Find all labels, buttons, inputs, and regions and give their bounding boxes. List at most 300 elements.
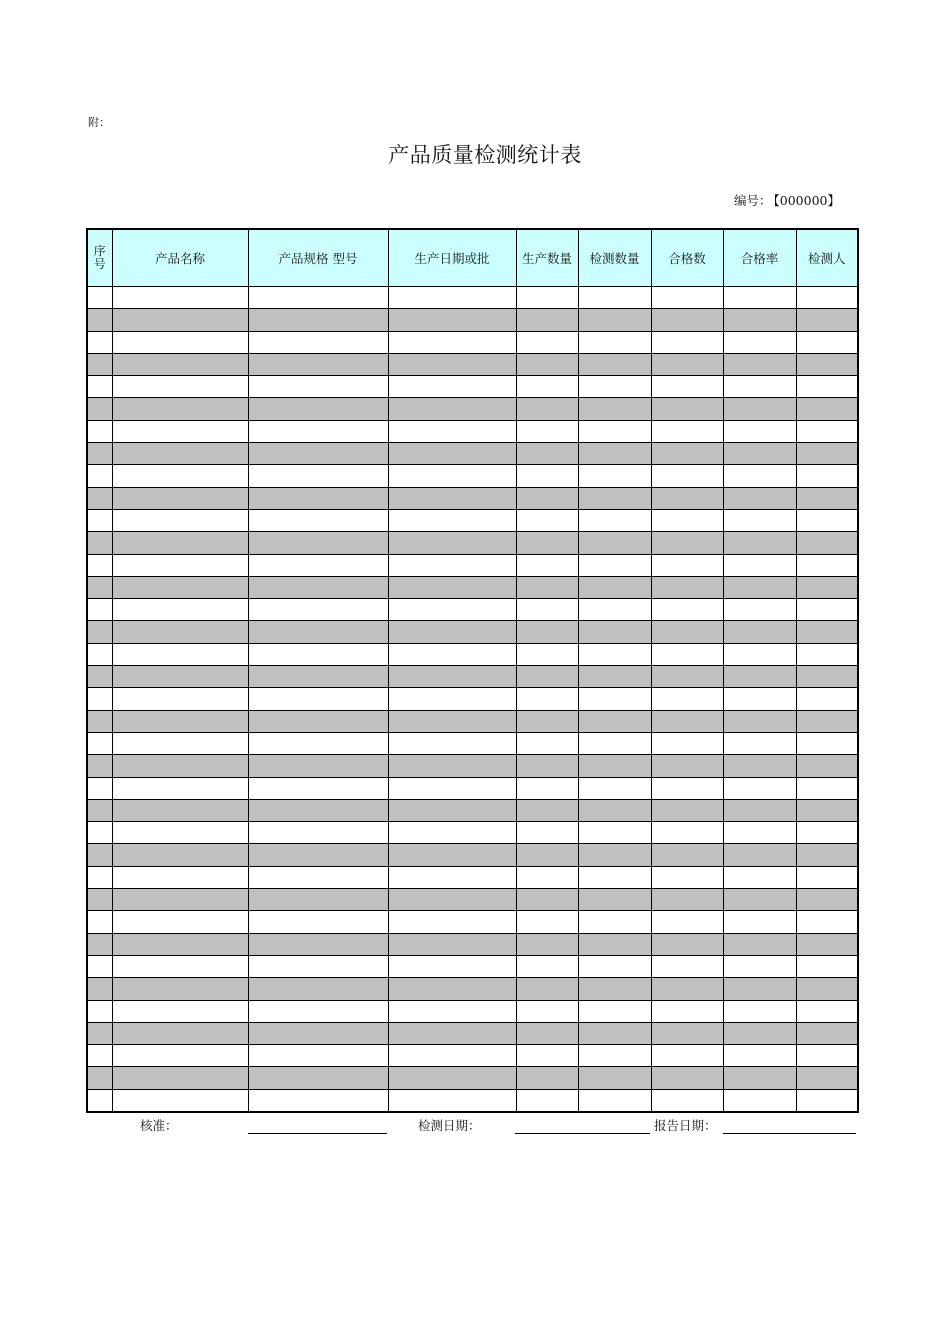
table-cell[interactable] [723, 643, 796, 665]
table-cell[interactable] [796, 509, 858, 531]
table-cell[interactable] [578, 777, 651, 799]
table-cell[interactable] [516, 866, 578, 888]
table-cell[interactable] [516, 710, 578, 732]
table-cell[interactable] [578, 487, 651, 509]
table-cell[interactable] [723, 509, 796, 531]
table-cell[interactable] [723, 777, 796, 799]
table-cell[interactable] [87, 376, 112, 398]
table-cell[interactable] [578, 420, 651, 442]
table-cell[interactable] [112, 799, 248, 821]
table-cell[interactable] [388, 509, 516, 531]
table-cell[interactable] [87, 643, 112, 665]
table-cell[interactable] [388, 376, 516, 398]
table-cell[interactable] [248, 443, 388, 465]
table-cell[interactable] [796, 576, 858, 598]
table-cell[interactable] [796, 1022, 858, 1044]
table-cell[interactable] [723, 955, 796, 977]
table-cell[interactable] [516, 799, 578, 821]
table-cell[interactable] [651, 465, 723, 487]
table-cell[interactable] [248, 353, 388, 375]
table-cell[interactable] [723, 576, 796, 598]
table-cell[interactable] [388, 666, 516, 688]
table-cell[interactable] [112, 532, 248, 554]
table-cell[interactable] [388, 353, 516, 375]
table-cell[interactable] [87, 1000, 112, 1022]
table-cell[interactable] [388, 532, 516, 554]
table-cell[interactable] [516, 1089, 578, 1112]
table-cell[interactable] [651, 287, 723, 309]
table-cell[interactable] [723, 844, 796, 866]
table-cell[interactable] [388, 732, 516, 754]
table-cell[interactable] [112, 420, 248, 442]
table-cell[interactable] [796, 822, 858, 844]
table-cell[interactable] [112, 889, 248, 911]
table-cell[interactable] [516, 465, 578, 487]
table-cell[interactable] [248, 688, 388, 710]
table-cell[interactable] [651, 621, 723, 643]
table-cell[interactable] [388, 710, 516, 732]
table-cell[interactable] [112, 978, 248, 1000]
table-cell[interactable] [723, 353, 796, 375]
table-cell[interactable] [796, 755, 858, 777]
table-cell[interactable] [578, 309, 651, 331]
table-cell[interactable] [723, 398, 796, 420]
table-cell[interactable] [87, 554, 112, 576]
table-cell[interactable] [796, 398, 858, 420]
table-cell[interactable] [578, 576, 651, 598]
table-cell[interactable] [388, 889, 516, 911]
table-cell[interactable] [516, 732, 578, 754]
table-cell[interactable] [516, 376, 578, 398]
table-cell[interactable] [388, 599, 516, 621]
table-cell[interactable] [248, 398, 388, 420]
table-cell[interactable] [248, 331, 388, 353]
table-cell[interactable] [87, 465, 112, 487]
table-cell[interactable] [112, 487, 248, 509]
table-cell[interactable] [112, 509, 248, 531]
table-cell[interactable] [388, 287, 516, 309]
table-cell[interactable] [796, 911, 858, 933]
table-cell[interactable] [388, 309, 516, 331]
table-cell[interactable] [112, 376, 248, 398]
table-cell[interactable] [651, 1022, 723, 1044]
table-cell[interactable] [651, 710, 723, 732]
table-cell[interactable] [578, 1089, 651, 1112]
table-cell[interactable] [248, 1045, 388, 1067]
table-cell[interactable] [516, 353, 578, 375]
table-cell[interactable] [723, 309, 796, 331]
table-cell[interactable] [388, 1089, 516, 1112]
table-cell[interactable] [87, 1022, 112, 1044]
table-cell[interactable] [723, 799, 796, 821]
table-cell[interactable] [796, 309, 858, 331]
table-cell[interactable] [578, 1000, 651, 1022]
table-cell[interactable] [578, 666, 651, 688]
table-cell[interactable] [516, 1022, 578, 1044]
table-cell[interactable] [87, 755, 112, 777]
table-cell[interactable] [248, 710, 388, 732]
table-cell[interactable] [796, 621, 858, 643]
table-cell[interactable] [87, 799, 112, 821]
table-cell[interactable] [388, 799, 516, 821]
table-cell[interactable] [578, 1067, 651, 1089]
table-cell[interactable] [87, 1045, 112, 1067]
table-cell[interactable] [723, 1089, 796, 1112]
table-cell[interactable] [388, 621, 516, 643]
table-cell[interactable] [248, 465, 388, 487]
table-cell[interactable] [112, 643, 248, 665]
table-cell[interactable] [796, 777, 858, 799]
table-cell[interactable] [388, 911, 516, 933]
table-cell[interactable] [578, 866, 651, 888]
table-cell[interactable] [723, 487, 796, 509]
table-cell[interactable] [87, 420, 112, 442]
table-cell[interactable] [723, 1022, 796, 1044]
table-cell[interactable] [87, 509, 112, 531]
table-cell[interactable] [651, 799, 723, 821]
table-cell[interactable] [796, 889, 858, 911]
inspection-date-line[interactable] [515, 1133, 650, 1134]
table-cell[interactable] [112, 287, 248, 309]
table-cell[interactable] [87, 866, 112, 888]
table-cell[interactable] [651, 1045, 723, 1067]
table-cell[interactable] [796, 465, 858, 487]
table-cell[interactable] [112, 398, 248, 420]
table-cell[interactable] [388, 866, 516, 888]
table-cell[interactable] [723, 376, 796, 398]
table-cell[interactable] [578, 443, 651, 465]
table-cell[interactable] [87, 398, 112, 420]
table-cell[interactable] [578, 509, 651, 531]
table-cell[interactable] [248, 978, 388, 1000]
table-cell[interactable] [723, 599, 796, 621]
table-cell[interactable] [248, 732, 388, 754]
table-cell[interactable] [578, 822, 651, 844]
table-cell[interactable] [87, 487, 112, 509]
table-cell[interactable] [578, 287, 651, 309]
table-cell[interactable] [796, 599, 858, 621]
table-cell[interactable] [651, 666, 723, 688]
table-cell[interactable] [796, 955, 858, 977]
table-cell[interactable] [248, 666, 388, 688]
table-cell[interactable] [516, 1000, 578, 1022]
table-cell[interactable] [723, 688, 796, 710]
table-cell[interactable] [516, 331, 578, 353]
table-cell[interactable] [248, 955, 388, 977]
table-cell[interactable] [723, 331, 796, 353]
table-cell[interactable] [248, 1067, 388, 1089]
table-cell[interactable] [112, 1045, 248, 1067]
table-cell[interactable] [112, 599, 248, 621]
table-cell[interactable] [388, 844, 516, 866]
table-cell[interactable] [388, 1067, 516, 1089]
table-cell[interactable] [388, 955, 516, 977]
table-cell[interactable] [248, 532, 388, 554]
table-cell[interactable] [796, 353, 858, 375]
table-cell[interactable] [651, 398, 723, 420]
table-cell[interactable] [651, 732, 723, 754]
table-cell[interactable] [651, 688, 723, 710]
table-cell[interactable] [248, 509, 388, 531]
table-cell[interactable] [516, 599, 578, 621]
table-cell[interactable] [578, 532, 651, 554]
table-cell[interactable] [651, 353, 723, 375]
table-cell[interactable] [796, 532, 858, 554]
table-cell[interactable] [112, 1067, 248, 1089]
table-cell[interactable] [248, 799, 388, 821]
table-cell[interactable] [796, 666, 858, 688]
table-cell[interactable] [248, 554, 388, 576]
table-cell[interactable] [516, 755, 578, 777]
table-cell[interactable] [388, 554, 516, 576]
table-cell[interactable] [248, 911, 388, 933]
table-cell[interactable] [248, 866, 388, 888]
table-cell[interactable] [516, 978, 578, 1000]
table-cell[interactable] [723, 1000, 796, 1022]
table-cell[interactable] [388, 1022, 516, 1044]
table-cell[interactable] [651, 376, 723, 398]
table-cell[interactable] [723, 911, 796, 933]
table-cell[interactable] [651, 509, 723, 531]
table-cell[interactable] [248, 643, 388, 665]
table-cell[interactable] [578, 554, 651, 576]
table-cell[interactable] [112, 621, 248, 643]
table-cell[interactable] [112, 933, 248, 955]
table-cell[interactable] [112, 666, 248, 688]
table-cell[interactable] [248, 376, 388, 398]
table-cell[interactable] [651, 554, 723, 576]
table-cell[interactable] [112, 443, 248, 465]
table-cell[interactable] [796, 1089, 858, 1112]
table-cell[interactable] [651, 532, 723, 554]
table-cell[interactable] [578, 331, 651, 353]
table-cell[interactable] [248, 1089, 388, 1112]
table-cell[interactable] [651, 576, 723, 598]
table-cell[interactable] [87, 844, 112, 866]
table-cell[interactable] [723, 889, 796, 911]
table-cell[interactable] [388, 465, 516, 487]
table-cell[interactable] [112, 465, 248, 487]
table-cell[interactable] [796, 1045, 858, 1067]
table-cell[interactable] [87, 710, 112, 732]
table-cell[interactable] [651, 443, 723, 465]
table-cell[interactable] [112, 866, 248, 888]
table-cell[interactable] [112, 822, 248, 844]
table-cell[interactable] [796, 331, 858, 353]
table-cell[interactable] [516, 955, 578, 977]
table-cell[interactable] [112, 554, 248, 576]
table-cell[interactable] [87, 1067, 112, 1089]
table-cell[interactable] [112, 732, 248, 754]
table-cell[interactable] [248, 1022, 388, 1044]
table-cell[interactable] [578, 732, 651, 754]
table-cell[interactable] [651, 331, 723, 353]
table-cell[interactable] [723, 933, 796, 955]
table-cell[interactable] [723, 621, 796, 643]
table-cell[interactable] [248, 777, 388, 799]
table-cell[interactable] [578, 398, 651, 420]
table-cell[interactable] [516, 822, 578, 844]
table-cell[interactable] [516, 420, 578, 442]
table-cell[interactable] [578, 844, 651, 866]
table-cell[interactable] [796, 866, 858, 888]
table-cell[interactable] [578, 465, 651, 487]
table-cell[interactable] [578, 688, 651, 710]
table-cell[interactable] [112, 777, 248, 799]
table-cell[interactable] [87, 777, 112, 799]
table-cell[interactable] [516, 576, 578, 598]
table-cell[interactable] [651, 933, 723, 955]
table-cell[interactable] [578, 599, 651, 621]
table-cell[interactable] [112, 688, 248, 710]
table-cell[interactable] [516, 621, 578, 643]
table-cell[interactable] [578, 799, 651, 821]
table-cell[interactable] [651, 309, 723, 331]
table-cell[interactable] [516, 933, 578, 955]
table-cell[interactable] [87, 666, 112, 688]
table-cell[interactable] [87, 443, 112, 465]
table-cell[interactable] [516, 666, 578, 688]
table-cell[interactable] [87, 599, 112, 621]
table-cell[interactable] [796, 376, 858, 398]
table-cell[interactable] [651, 889, 723, 911]
table-cell[interactable] [87, 889, 112, 911]
table-cell[interactable] [112, 576, 248, 598]
table-cell[interactable] [651, 978, 723, 1000]
table-cell[interactable] [796, 287, 858, 309]
table-cell[interactable] [578, 889, 651, 911]
table-cell[interactable] [388, 978, 516, 1000]
table-cell[interactable] [578, 710, 651, 732]
table-cell[interactable] [651, 844, 723, 866]
table-cell[interactable] [112, 844, 248, 866]
table-cell[interactable] [578, 755, 651, 777]
table-cell[interactable] [112, 1089, 248, 1112]
table-cell[interactable] [248, 621, 388, 643]
table-cell[interactable] [723, 443, 796, 465]
table-cell[interactable] [388, 933, 516, 955]
table-cell[interactable] [651, 1089, 723, 1112]
table-cell[interactable] [578, 376, 651, 398]
table-cell[interactable] [87, 822, 112, 844]
table-cell[interactable] [112, 1022, 248, 1044]
table-cell[interactable] [87, 955, 112, 977]
table-cell[interactable] [87, 978, 112, 1000]
table-cell[interactable] [516, 443, 578, 465]
table-cell[interactable] [388, 1000, 516, 1022]
table-cell[interactable] [248, 844, 388, 866]
table-cell[interactable] [516, 487, 578, 509]
table-cell[interactable] [796, 420, 858, 442]
table-cell[interactable] [516, 309, 578, 331]
table-cell[interactable] [723, 532, 796, 554]
table-cell[interactable] [651, 420, 723, 442]
table-cell[interactable] [87, 287, 112, 309]
table-cell[interactable] [651, 777, 723, 799]
table-cell[interactable] [112, 309, 248, 331]
table-cell[interactable] [87, 688, 112, 710]
table-cell[interactable] [87, 621, 112, 643]
table-cell[interactable] [723, 822, 796, 844]
table-cell[interactable] [578, 978, 651, 1000]
table-cell[interactable] [516, 643, 578, 665]
table-cell[interactable] [87, 933, 112, 955]
table-cell[interactable] [112, 955, 248, 977]
table-cell[interactable] [516, 911, 578, 933]
table-cell[interactable] [651, 911, 723, 933]
table-cell[interactable] [516, 688, 578, 710]
table-cell[interactable] [248, 755, 388, 777]
table-cell[interactable] [796, 487, 858, 509]
table-cell[interactable] [388, 777, 516, 799]
table-cell[interactable] [578, 353, 651, 375]
table-cell[interactable] [112, 710, 248, 732]
table-cell[interactable] [578, 1022, 651, 1044]
table-cell[interactable] [651, 1067, 723, 1089]
table-cell[interactable] [796, 554, 858, 576]
table-cell[interactable] [651, 755, 723, 777]
table-cell[interactable] [112, 331, 248, 353]
table-cell[interactable] [578, 643, 651, 665]
table-cell[interactable] [796, 978, 858, 1000]
report-date-line[interactable] [723, 1133, 856, 1134]
table-cell[interactable] [248, 889, 388, 911]
table-cell[interactable] [651, 866, 723, 888]
table-cell[interactable] [516, 532, 578, 554]
table-cell[interactable] [723, 465, 796, 487]
table-cell[interactable] [578, 955, 651, 977]
table-cell[interactable] [248, 933, 388, 955]
table-cell[interactable] [578, 621, 651, 643]
table-cell[interactable] [248, 599, 388, 621]
table-cell[interactable] [796, 688, 858, 710]
table-cell[interactable] [723, 978, 796, 1000]
table-cell[interactable] [796, 443, 858, 465]
table-cell[interactable] [112, 911, 248, 933]
table-cell[interactable] [248, 822, 388, 844]
table-cell[interactable] [388, 398, 516, 420]
table-cell[interactable] [87, 532, 112, 554]
table-cell[interactable] [112, 1000, 248, 1022]
table-cell[interactable] [87, 331, 112, 353]
table-cell[interactable] [516, 554, 578, 576]
table-cell[interactable] [388, 331, 516, 353]
table-cell[interactable] [578, 911, 651, 933]
table-cell[interactable] [388, 443, 516, 465]
table-cell[interactable] [723, 710, 796, 732]
table-cell[interactable] [651, 822, 723, 844]
table-cell[interactable] [723, 287, 796, 309]
table-cell[interactable] [796, 643, 858, 665]
table-cell[interactable] [516, 777, 578, 799]
table-cell[interactable] [388, 487, 516, 509]
table-cell[interactable] [516, 398, 578, 420]
table-cell[interactable] [248, 420, 388, 442]
table-cell[interactable] [578, 1045, 651, 1067]
table-cell[interactable] [516, 844, 578, 866]
table-cell[interactable] [796, 933, 858, 955]
table-cell[interactable] [723, 732, 796, 754]
table-cell[interactable] [388, 688, 516, 710]
table-cell[interactable] [388, 420, 516, 442]
table-cell[interactable] [112, 755, 248, 777]
table-cell[interactable] [651, 955, 723, 977]
table-cell[interactable] [796, 844, 858, 866]
table-cell[interactable] [516, 287, 578, 309]
table-cell[interactable] [87, 732, 112, 754]
table-cell[interactable] [796, 1067, 858, 1089]
table-cell[interactable] [651, 599, 723, 621]
